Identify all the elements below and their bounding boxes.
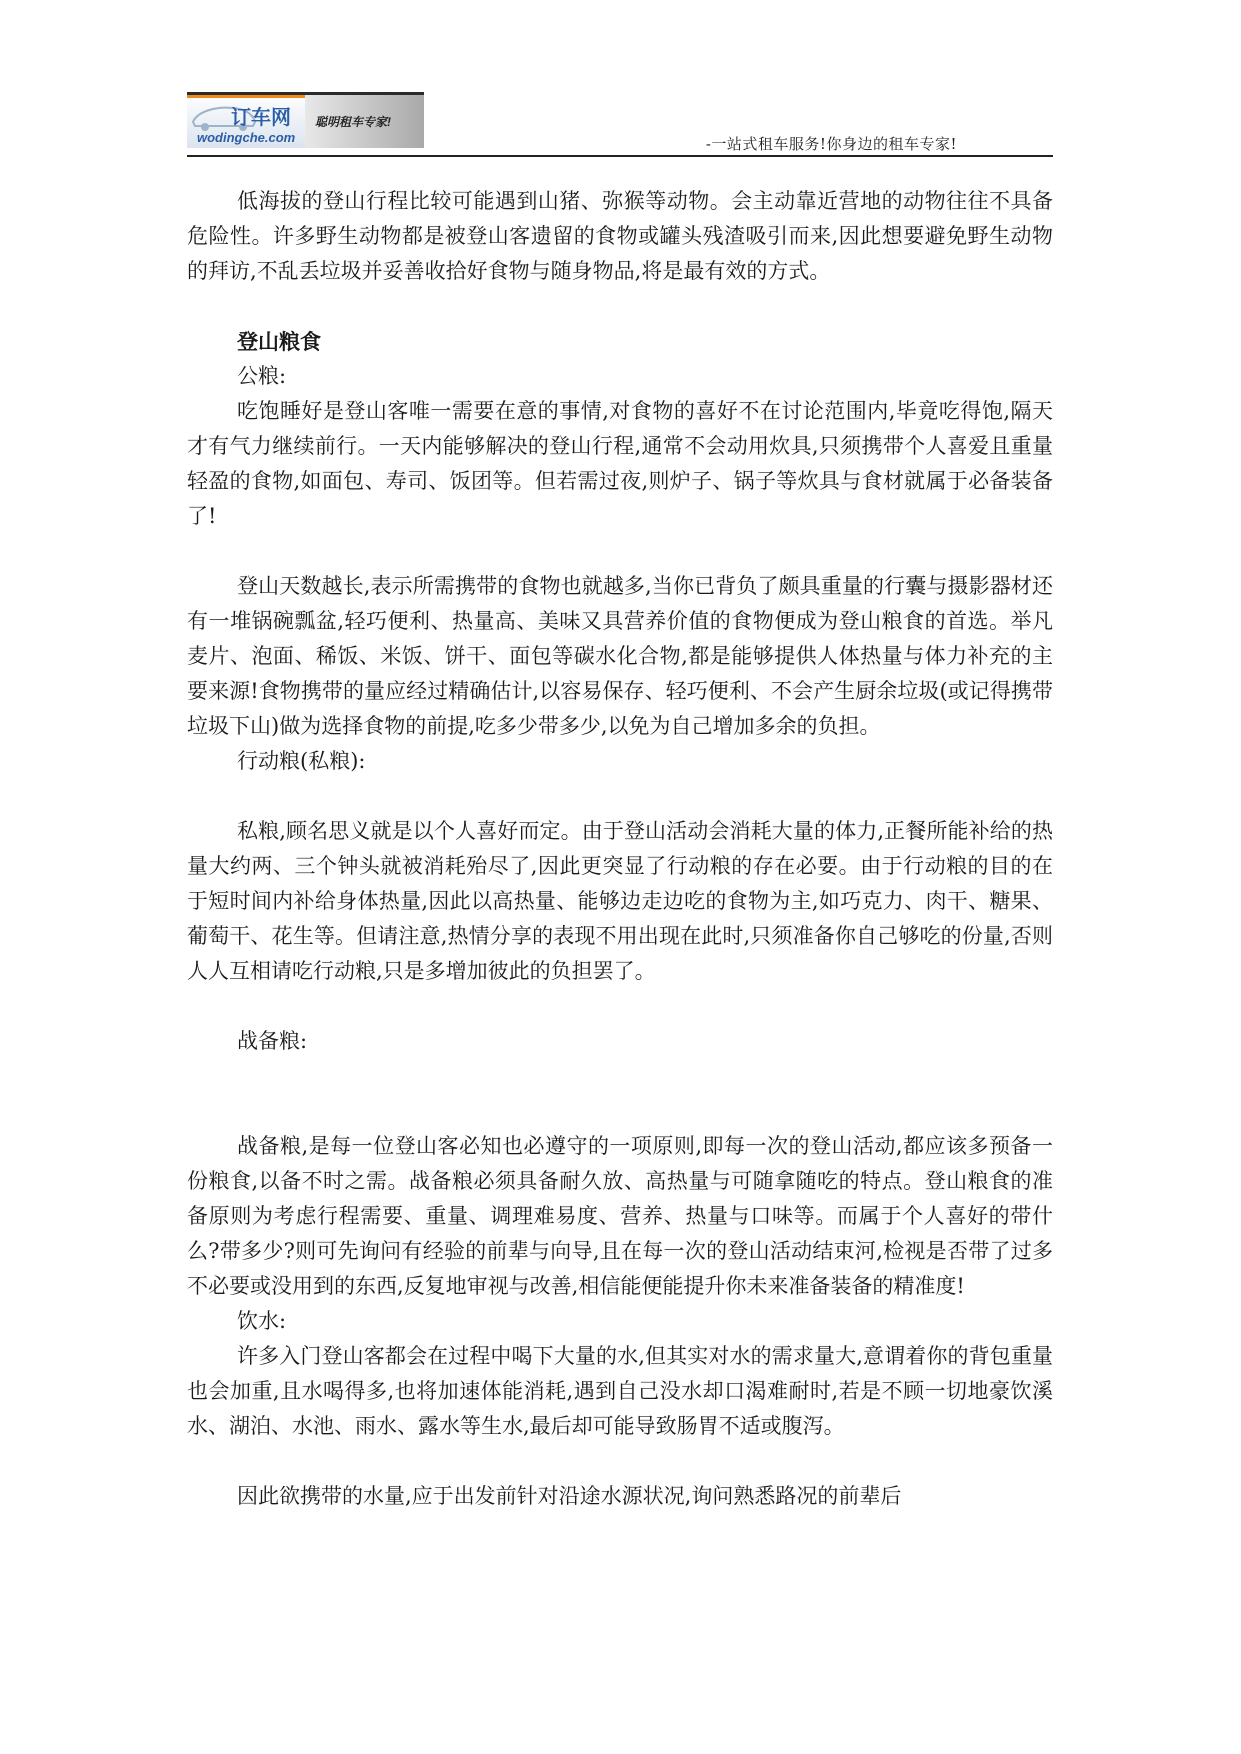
blank-line [187,534,1053,569]
label-drinking-water: 饮水: [237,1309,287,1333]
logo-slogan: 聪明租车专家! [315,115,391,129]
label-public-rations: 公粮: [237,364,287,388]
paragraph-reserve-rations: 战备粮,是每一位登山客必知也必遵守的一项原则,即每一次的登山活动,都应该多预备一份粮食,以备不时之需。战备粮必须具备耐久放、高热量与可随拿随吃的特点。登山粮食的准备原则为考虑行程需要、重量、调理难易度、营养、热量与口味等。而属于个人喜好的带什么?带多少?则可先询问有经验的前辈与向导,且在每一次的登山活动结束河,检视是否带了过多不必要或没用到的东西,反复地审视与改善,相信能便能提升你未来准备装备的精准度! [187,1134,1053,1298]
header-divider [187,155,1053,157]
label-private-rations: 行动粮(私粮): [237,749,366,773]
logo-brand-cn: 订车网 [231,107,291,129]
article-body [187,184,1053,1514]
logo-graphic [187,92,424,148]
paragraph-public-rations: 吃饱睡好是登山客唯一需要在意的事情,对食物的喜好不在讨论范围内,毕竟吃得饱,隔天才有气力继续前行。一天内能够解决的登山行程,通常不会动用炊具,只须携带个人喜爱且重量轻盈的食物,如面包、寿司、饭团等。但若需过夜,则炉子、锅子等炊具与食材就属于必备装备了! [187,399,1053,528]
label-reserve-rations: 战备粮: [237,1029,308,1053]
section-heading: 登山粮食 [237,329,321,354]
paragraph-water-amount: 因此欲携带的水量,应于出发前针对沿途水源状况,询问熟悉路况的前辈后 [237,1484,902,1508]
logo-orange-stripe [187,95,305,98]
paragraph-wildlife: 低海拔的登山行程比较可能遇到山猪、弥猴等动物。会主动靠近营地的动物往往不具备危险性。许多野生动物都是被登山客遗留的食物或罐头残渣吸引而来,因此想要避免野生动物的拜访,不乱丢垃圾并妥善收拾好食物与随身物品,将是最有效的方式。 [187,189,1053,283]
paragraph-drinking-water: 许多入门登山客都会在过程中喝下大量的水,但其实对水的需求量大,意谓着你的背包重量也会加重,且水喝得多,也将加速体能消耗,遇到自己没水却口渴难耐时,若是不顾一切地豪饮溪水、湖泊、水池、雨水、露水等生水,最后却可能导致肠胃不适或腹泻。 [187,1344,1053,1438]
blank-line [187,779,1053,814]
paragraph-long-trip-food: 登山天数越长,表示所需携带的食物也就越多,当你已背负了颇具重量的行囊与摄影器材还有一堆锅碗瓢盆,轻巧便利、热量高、美味又具营养价值的食物便成为登山粮食的首选。举凡麦片、泡面、稀饭、米饭、饼干、面包等碳水化合物,都是能够提供人体热量与体力补充的主要来源!食物携带的量应经过精确估计,以容易保存、轻巧便利、不会产生厨余垃圾(或记得携带垃圾下山)做为选择食物的前提,吃多少带多少,以免为自己增加多余的负担。 [187,574,1053,738]
header-tagline: -一站式租车服务!你身边的租车专家! [705,135,957,153]
blank-line [187,1444,1053,1479]
blank-line [187,289,1053,324]
blank-line [187,989,1053,1024]
blank-line [187,1094,1053,1129]
blank-line [187,1059,1053,1094]
logo-domain: wodingche.com [197,130,296,145]
site-logo [187,92,424,148]
logo-top-stripe [187,92,424,95]
paragraph-private-rations: 私粮,顾名思义就是以个人喜好而定。由于登山活动会消耗大量的体力,正餐所能补给的热量大约两、三个钟头就被消耗殆尽了,因此更突显了行动粮的存在必要。由于行动粮的目的在于短时间内补给身体热量,因此以高热量、能够边走边吃的食物为主,如巧克力、肉干、糖果、葡萄干、花生等。但请注意,热情分享的表现不用出现在此时,只须准备你自己够吃的份量,否则人人互相请吃行动粮,只是多增加彼此的负担罢了。 [187,819,1053,983]
